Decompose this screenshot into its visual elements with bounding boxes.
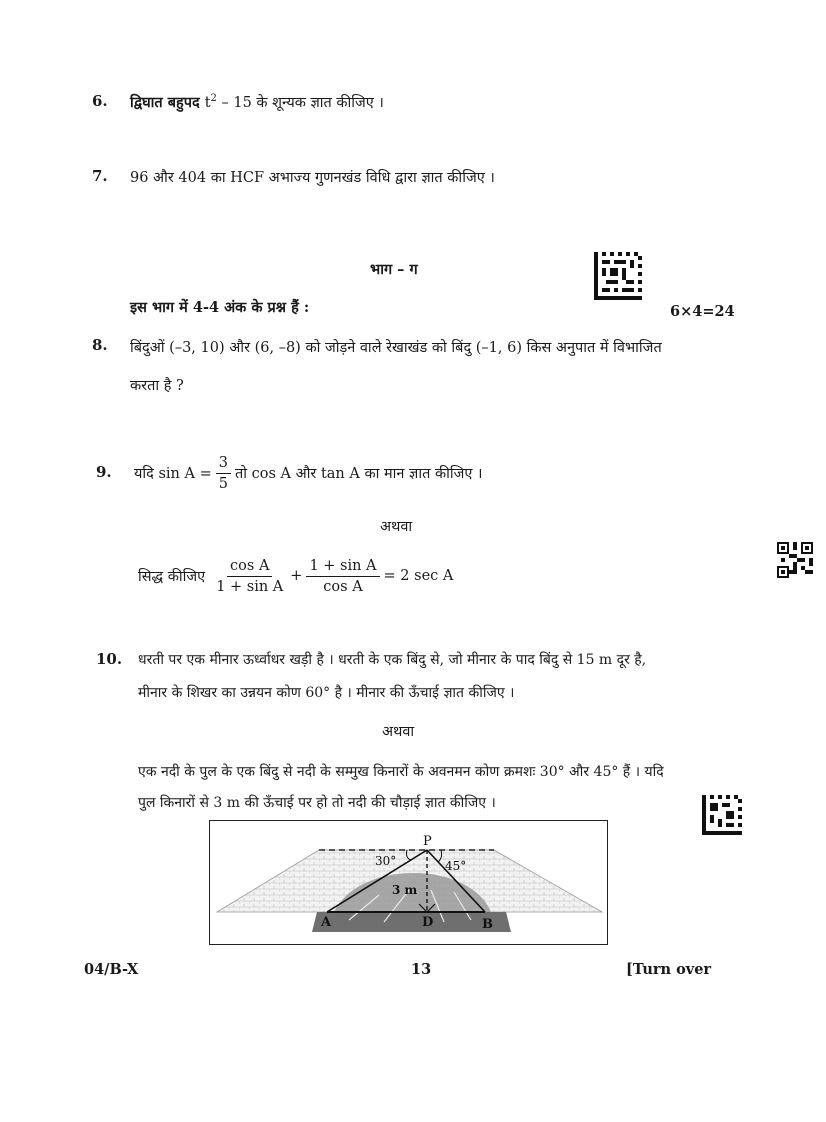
question-number-6: 6. [92,92,108,110]
datamatrix-code-top [594,252,642,300]
question-number-7: 7. [92,167,108,185]
label-a: A [321,915,332,930]
q6-variable: t [204,95,211,111]
label-height: 3 m [392,883,418,897]
datamatrix-code-bottom [702,795,742,835]
label-angle-45: 45° [445,859,467,873]
q6-suffix: – 15 के शून्यक ज्ञात कीजिए । [216,95,384,111]
bridge-river-figure [209,820,608,945]
footer-turn-over: [Turn over [626,961,712,978]
footer-page-number: 13 [411,961,432,978]
question-10-alt-line2: पुल किनारों से 3 m की ऊँचाई पर हो तो नदी की चौड़ाई ज्ञात कीजिए । [138,795,496,811]
question-7-text: 96 और 404 का HCF अभाज्य गुणनखंड विधि द्वारा ज्ञात कीजिए । [130,170,495,186]
label-d: D [422,915,434,930]
question-8-line1: बिंदुओं (–3, 10) और (6, –8) को जोड़ने वाले रेखाखंड को बिंदु (–1, 6) किस अनुपात में विभाजित [130,340,662,356]
label-p: P [423,834,432,849]
label-angle-30: 30° [375,854,397,868]
question-10-line1: धरती पर एक मीनार ऊर्ध्वाधर खड़ी है । धरती के एक बिंदु से, जो मीनार के पाद बिंदु से 15 m दूर है, [138,652,647,668]
q9-f2-numerator: 1 + sin A [306,557,379,577]
question-6-text [130,92,384,112]
question-10-alt-line1: एक नदी के पुल के एक बिंदु से नदी के सम्मुख किनारों के अवनमन कोण क्रमशः 30° और 45° हैं । यदि [138,764,664,780]
q9-alt-fraction-1 [213,557,286,596]
question-8-line2: करता है ? [130,378,184,394]
q9-fraction-denominator: 5 [218,475,228,492]
section-title: भाग – ग [370,261,418,278]
q9-fraction-numerator: 3 [216,454,231,474]
q9-or-label: अथवा [380,519,413,535]
q10-or-label: अथवा [382,724,415,740]
q9-alt-plus: + [290,568,303,584]
label-b: B [482,917,493,932]
q9-f1-numerator: cos A [227,557,272,577]
q9-alt-fraction-2 [306,557,379,596]
question-10-line2: मीनार के शिखर का उन्नयन कोण 60° है । मीनार की ऊँचाई ज्ञात कीजिए । [138,685,515,701]
footer-paper-code: 04/B-X [84,961,139,978]
q9-fraction [216,454,231,493]
q6-prefix: द्विघात बहुपद [130,94,205,111]
question-9-alternative [138,554,453,598]
q6-exponent: 2 [210,93,217,105]
question-number-9: 9. [96,463,112,481]
question-number-10: 10. [96,650,123,668]
question-9-text [134,452,483,494]
section-marks: 6×4=24 [670,303,735,320]
q9-f1-denominator: 1 + sin A [216,578,284,595]
q9-pre: यदि sin A = [134,466,212,482]
section-instruction: इस भाग में 4-4 अंक के प्रश्न हैं : [130,299,310,316]
q9-alt-post: = 2 sec A [383,568,454,584]
qr-code-side [777,542,813,578]
question-number-8: 8. [92,336,108,354]
q9-f2-denominator: cos A [323,578,363,595]
q9-alt-pre: सिद्ध कीजिए [138,569,206,585]
q9-post: तो cos A और tan A का मान ज्ञात कीजिए । [234,466,483,482]
